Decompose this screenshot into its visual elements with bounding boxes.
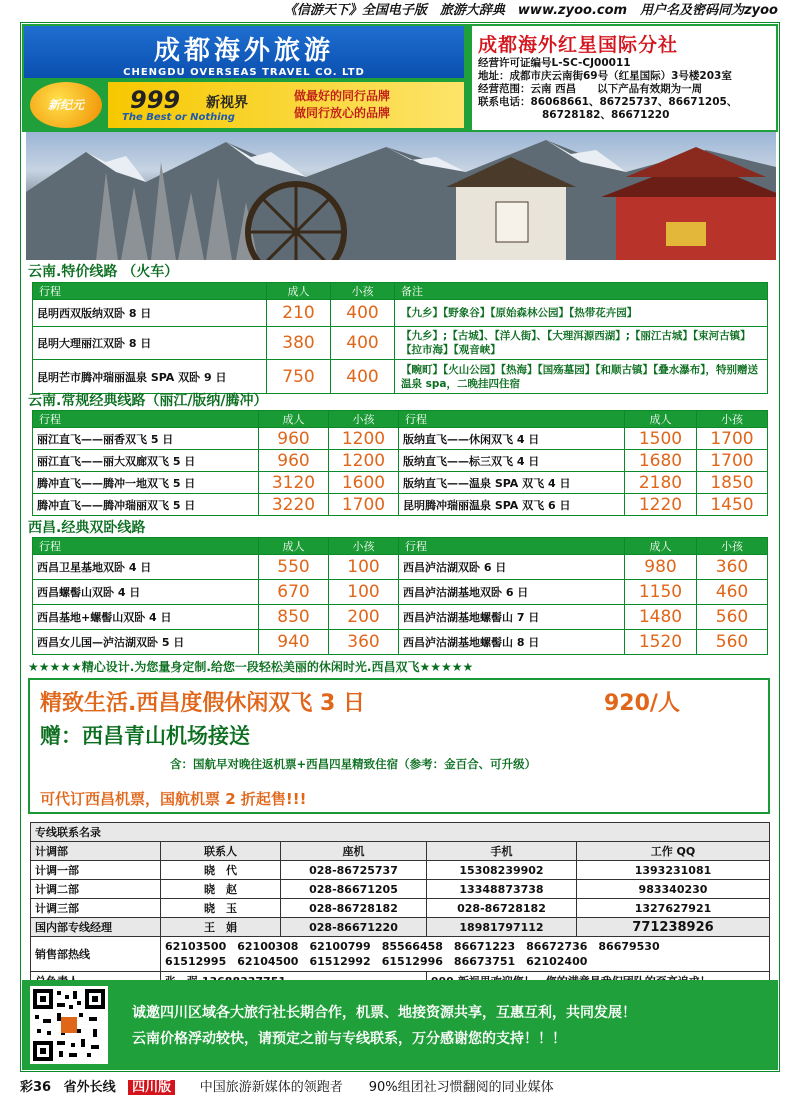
contact-table <box>30 822 770 991</box>
table-row <box>33 472 768 494</box>
col-mobile: 手机 <box>427 842 577 861</box>
phones-line-1: 联系电话：86068661、86725737、86671205、 <box>478 96 738 108</box>
promo-price: 920/人 <box>604 691 680 716</box>
route-note: 【九乡】;【古城】、【洋人街】、【大理洱源西湖】;【丽江古城】【束河古镇】【拉市海】【观音峡】 <box>395 327 768 360</box>
adult-price: 670 <box>259 580 329 605</box>
col-route: 行程 <box>33 283 267 300</box>
qr-code-graphic <box>33 989 105 1061</box>
child-price: 360 <box>329 630 399 655</box>
child-price: 400 <box>331 327 395 360</box>
license: 经营许可证编号L-SC-CJ00011 <box>478 57 631 69</box>
hotline-line-2: 61512995 62104500 61512992 61512996 86673751 62102400 <box>165 955 588 968</box>
route-name: 西昌螺髻山双卧 4 日 <box>33 580 259 605</box>
landline: 028-86671220 <box>281 918 427 937</box>
child-price: 100 <box>329 580 399 605</box>
route-name: 腾冲直飞——腾冲一地双飞 5 日 <box>33 472 259 494</box>
footer-line-2: 云南价格浮动较快，请预定之前与专线联系，万分感谢您的支持！！！ <box>132 1031 566 1047</box>
child-price: 1200 <box>329 450 399 472</box>
mobile: 028-86728182 <box>427 899 577 918</box>
business-scope: 经营范围：云南 西昌 以下产品有效期为一周 <box>478 83 703 95</box>
banner-slogans <box>294 88 390 122</box>
qr-code-icon <box>30 986 108 1064</box>
route-name: 西昌泸沽湖基地螺髻山 8 日 <box>399 630 625 655</box>
adult-price: 850 <box>259 605 329 630</box>
qq: 983340230 <box>577 880 770 899</box>
col-landline: 座机 <box>281 842 427 861</box>
promo-box <box>28 678 770 814</box>
dept-name: 计调一部 <box>31 861 161 880</box>
adult-price: 1520 <box>625 630 697 655</box>
col-qq: 工作 QQ <box>577 842 770 861</box>
adult-price: 960 <box>259 428 329 450</box>
child-price: 1450 <box>697 494 768 516</box>
scenic-photo-illustration <box>26 132 776 260</box>
child-price: 100 <box>329 555 399 580</box>
table-row <box>31 918 770 937</box>
promo-gift: 赠：西昌青山机场接送 <box>40 724 250 748</box>
child-price: 1600 <box>329 472 399 494</box>
child-price: 460 <box>697 580 768 605</box>
table-xichang <box>32 537 768 655</box>
scenic-photo <box>26 132 776 260</box>
route-note: 【九乡】【野象谷】【原始森林公园】【热带花卉园】 <box>395 300 768 327</box>
adult-price: 960 <box>259 450 329 472</box>
col-adult: 成人 <box>267 283 331 300</box>
landline: 028-86725737 <box>281 861 427 880</box>
hotline-numbers <box>161 937 770 972</box>
route-name: 昆明西双版纳双卧 8 日 <box>33 300 267 327</box>
stars-tagline: ★★★★★精心设计.为您量身定制.给您一段轻松美丽的休闲时光.西昌双飞★★★★★ <box>28 660 474 674</box>
hotline-row <box>31 937 770 972</box>
dept-name: 计调三部 <box>31 899 161 918</box>
table-yunnan-classic <box>32 410 768 516</box>
contact-person: 王 娟 <box>161 918 281 937</box>
adult-price: 210 <box>267 300 331 327</box>
phones-line-2: 86728182、86671220 <box>542 109 670 121</box>
mobile: 18981797112 <box>427 918 577 937</box>
qq: 1393231081 <box>577 861 770 880</box>
child-price: 400 <box>331 300 395 327</box>
promo-include: 含：国航早对晚往返机票+西昌四星精致住宿（参考：金百合、可升级） <box>170 757 537 771</box>
footer-line-1: 诚邀四川区域各大旅行社长期合作，机票、地接资源共享，互惠互利，共同发展！ <box>132 1005 636 1021</box>
col-note: 备注 <box>395 283 768 300</box>
route-name: 版纳直飞——标三双飞 4 日 <box>399 450 625 472</box>
route-name: 西昌卫星基地双卧 4 日 <box>33 555 259 580</box>
route-name: 西昌泸沽湖基地双卧 6 日 <box>399 580 625 605</box>
table-row <box>33 494 768 516</box>
brand-english: CHENGDU OVERSEAS TRAVEL CO. LTD <box>123 67 365 78</box>
bottom-bar <box>20 1076 780 1098</box>
table-row <box>31 880 770 899</box>
route-name: 西昌泸沽湖基地螺髻山 7 日 <box>399 605 625 630</box>
contact-person: 晓 赵 <box>161 880 281 899</box>
child-price: 560 <box>697 605 768 630</box>
adult-price: 980 <box>625 555 697 580</box>
section-title-yunnan-classic: 云南.常规经典线路（丽江/版纳/腾冲） <box>28 393 268 409</box>
table-row <box>33 360 768 394</box>
child-price: 1700 <box>697 450 768 472</box>
col-route: 行程 <box>399 411 625 428</box>
child-price: 200 <box>329 605 399 630</box>
brand-banner <box>24 26 464 78</box>
child-price: 1850 <box>697 472 768 494</box>
table-row <box>31 861 770 880</box>
adult-price: 3120 <box>259 472 329 494</box>
col-dept: 计调部 <box>31 842 161 861</box>
adult-price: 1480 <box>625 605 697 630</box>
table-row <box>33 327 768 360</box>
footer-band <box>22 980 778 1070</box>
child-price: 1700 <box>329 494 399 516</box>
branch-title: 成都海外红星国际分社 <box>478 34 679 56</box>
section-title-xichang: 西昌.经典双卧线路 <box>28 520 146 536</box>
child-price: 360 <box>697 555 768 580</box>
contact-person: 晓 代 <box>161 861 281 880</box>
adult-price: 550 <box>259 555 329 580</box>
route-name: 西昌女儿国—泸沽湖双卧 5 日 <box>33 630 259 655</box>
route-name: 版纳直飞——温泉 SPA 双飞 4 日 <box>399 472 625 494</box>
table-row <box>33 630 768 655</box>
adult-price: 380 <box>267 327 331 360</box>
child-price: 1700 <box>697 428 768 450</box>
branch-info <box>472 26 776 130</box>
adult-price: 2180 <box>625 472 697 494</box>
table-row <box>33 580 768 605</box>
table-row <box>33 555 768 580</box>
hotline-line-1: 62103500 62100308 62100799 85566458 86671223 86672736 86679530 <box>165 940 660 953</box>
col-child: 小孩 <box>697 538 768 555</box>
col-route: 行程 <box>33 411 259 428</box>
banner-999 <box>108 82 464 128</box>
route-name: 丽江直飞——丽香双飞 5 日 <box>33 428 259 450</box>
col-child: 小孩 <box>697 411 768 428</box>
col-adult: 成人 <box>259 411 329 428</box>
col-route: 行程 <box>399 538 625 555</box>
route-name: 昆明腾冲瑞丽温泉 SPA 双飞 6 日 <box>399 494 625 516</box>
table-row <box>33 300 768 327</box>
edition-badge: 四川版 <box>128 1080 175 1095</box>
child-price: 560 <box>697 630 768 655</box>
qq: 771238926 <box>577 918 770 937</box>
adult-price: 940 <box>259 630 329 655</box>
col-child: 小孩 <box>331 283 395 300</box>
landline: 028-86728182 <box>281 899 427 918</box>
route-name: 昆明芒市腾冲瑞丽温泉 SPA 双卧 9 日 <box>33 360 267 394</box>
adult-price: 1680 <box>625 450 697 472</box>
column-name: 省外长线 <box>63 1080 116 1095</box>
media-slogan: 中国旅游新媒体的领跑者 90%组团社习惯翻阅的同业媒体 <box>199 1080 554 1095</box>
route-name: 西昌基地+螺髻山双卧 4 日 <box>33 605 259 630</box>
contact-person: 晓 玉 <box>161 899 281 918</box>
section-title-yunnan-special: 云南.特价线路 （火车） <box>28 264 179 280</box>
mobile: 15308239902 <box>427 861 577 880</box>
col-route: 行程 <box>33 538 259 555</box>
route-name: 丽江直飞——丽大双廊双飞 5 日 <box>33 450 259 472</box>
adult-price: 1150 <box>625 580 697 605</box>
adult-price: 1220 <box>625 494 697 516</box>
col-contact: 联系人 <box>161 842 281 861</box>
brand-name: 成都海外旅游 <box>153 36 334 66</box>
child-price: 1200 <box>329 428 399 450</box>
top-banner-line: 《信游天下》全国电子版 旅游大辞典 www.zyoo.com 用户名及密码同为zyoo <box>283 3 778 18</box>
route-name: 西昌泸沽湖双卧 6 日 <box>399 555 625 580</box>
col-child: 小孩 <box>329 411 399 428</box>
company-logo: 新纪元 <box>30 82 102 128</box>
table-row <box>33 428 768 450</box>
mobile: 13348873738 <box>427 880 577 899</box>
banner-subtitle: The Best or Nothing <box>122 112 235 123</box>
table-row <box>33 605 768 630</box>
table-row <box>31 899 770 918</box>
col-adult: 成人 <box>625 411 697 428</box>
qq: 1327627921 <box>577 899 770 918</box>
banner-new-vision: 新视界 <box>206 95 248 111</box>
col-child: 小孩 <box>329 538 399 555</box>
route-note: 【畹町】【火山公园】【热海】【国殇墓园】【和顺古镇】【叠水瀑布】，特别赠送温泉 spa，二晚挂四住宿 <box>395 360 768 394</box>
slogan-1: 做最好的同行品牌 <box>294 89 391 103</box>
contact-title: 专线联系名录 <box>31 823 770 842</box>
route-name: 腾冲直飞——腾冲瑞丽双飞 5 日 <box>33 494 259 516</box>
adult-price: 1500 <box>625 428 697 450</box>
table-yunnan-special <box>32 282 768 394</box>
child-price: 400 <box>331 360 395 394</box>
route-name: 昆明大理丽江双卧 8 日 <box>33 327 267 360</box>
address: 地址：成都市庆云南街69号（红星国际）3号楼203室 <box>478 70 732 82</box>
page-number: 彩36 <box>20 1080 52 1095</box>
col-adult: 成人 <box>625 538 697 555</box>
promo-title: 精致生活.西昌度假休闲双飞 3 日 <box>40 691 365 716</box>
dept-name: 计调二部 <box>31 880 161 899</box>
adult-price: 750 <box>267 360 331 394</box>
promo-ticket: 可代订西昌机票，国航机票 2 折起售!!! <box>40 790 307 808</box>
dept-name: 国内部专线经理 <box>31 918 161 937</box>
header-band <box>22 24 778 132</box>
banner-999-number: 999 <box>130 86 181 114</box>
slogan-2: 做同行放心的品牌 <box>294 106 391 120</box>
table-row <box>33 450 768 472</box>
route-name: 版纳直飞——休闲双飞 4 日 <box>399 428 625 450</box>
col-adult: 成人 <box>259 538 329 555</box>
adult-price: 3220 <box>259 494 329 516</box>
hotline-label: 销售部热线 <box>31 937 161 972</box>
landline: 028-86671205 <box>281 880 427 899</box>
